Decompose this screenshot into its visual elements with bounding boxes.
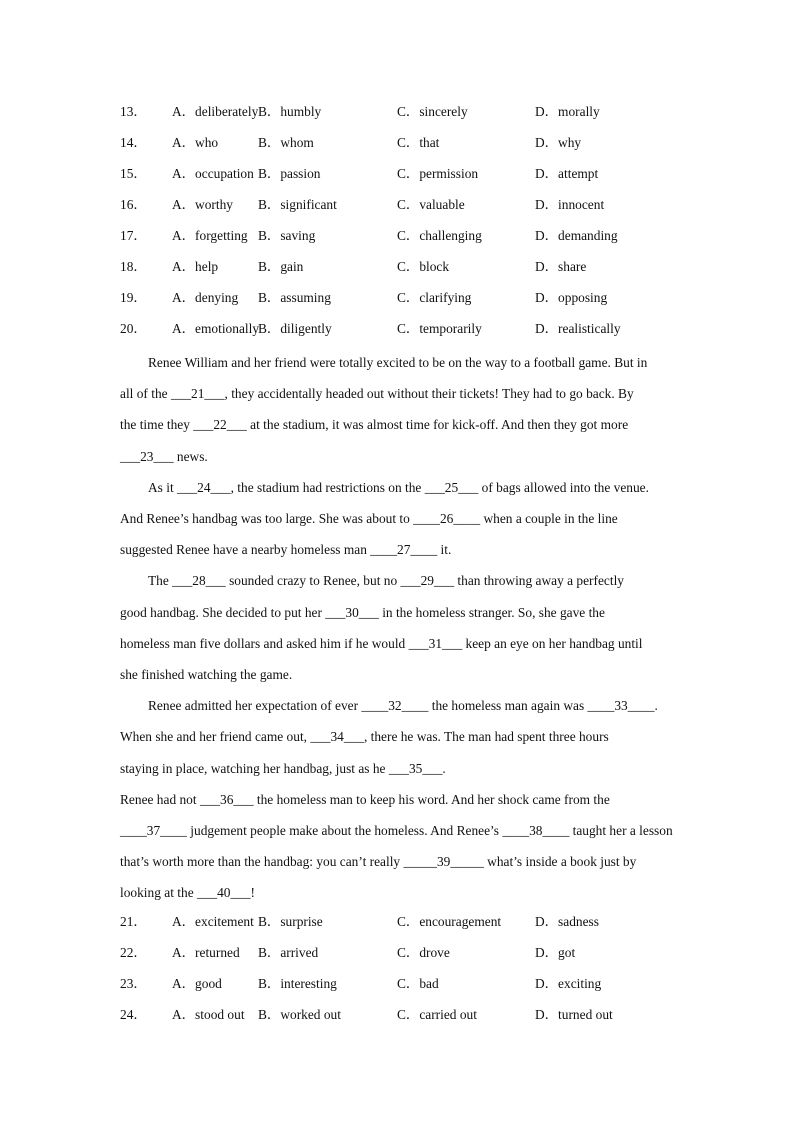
question-row [120, 101, 680, 132]
blank-35: ___35___ [388, 760, 443, 776]
paragraph-4-line-1: Renee admitted her expectation of ever ____32____ the homeless man again was ____33____. [148, 698, 658, 714]
blank-37: ____37____ [120, 823, 187, 839]
paragraph-1-line-3: the time they ___22___ at the stadium, it was almost time for kick-off. And then they got more [120, 417, 629, 433]
question-number: 13． [120, 104, 147, 119]
option-d: D．why [535, 135, 582, 150]
paragraph-3-line-1: The ___28___ sounded crazy to Renee, but no ___29___ than throwing away a perfectly [148, 573, 624, 589]
question-row [120, 942, 680, 973]
paragraph-5-line-4: looking at the ___40___! [120, 885, 256, 901]
question-row [120, 318, 680, 349]
option-d: D．morally [535, 104, 600, 119]
option-b: B．diligently [258, 321, 332, 336]
question-number: 21． [120, 913, 147, 929]
paragraph-2-line-1: As it ___24___, the stadium had restrictions on the ___25___ of bags allowed into the venue. [148, 479, 649, 495]
blank-26: ____26____ [413, 511, 481, 527]
question-row [120, 973, 680, 1004]
option-d: D．realistically [535, 321, 621, 336]
option-d: D．innocent [535, 197, 605, 212]
option-b: B．surprise [258, 913, 323, 929]
option-d: D．exciting [535, 975, 602, 991]
blank-27: ____27____ [370, 542, 438, 558]
question-number: 15． [120, 166, 147, 181]
blank-36: ___36___ [199, 791, 254, 807]
option-b: B．significant [258, 197, 337, 212]
option-c: C．drove [397, 944, 450, 960]
option-c: C．valuable [397, 197, 465, 212]
question-row [120, 194, 680, 225]
option-c: C．bad [397, 975, 439, 991]
option-b: B．assuming [258, 290, 331, 305]
question-number: 20． [120, 321, 147, 336]
option-c: C．encouragement [397, 913, 502, 929]
question-row [120, 225, 680, 256]
option-d: D．demanding [535, 228, 618, 243]
question-row [120, 163, 680, 194]
blank-22: ___22___ [193, 417, 247, 433]
paragraph-2-line-3: suggested Renee have a nearby homeless man ____27____ it. [120, 542, 452, 558]
option-c: C．block [397, 259, 450, 274]
blank-39: _____39_____ [403, 854, 484, 870]
blank-28: ___28___ [172, 573, 226, 589]
paragraph-1-line-4: ___23___ news. [120, 448, 208, 464]
question-number: 18． [120, 259, 147, 274]
option-d: D．share [535, 259, 587, 274]
blank-40: ___40___ [196, 885, 251, 901]
question-list-bottom [120, 911, 680, 1035]
blank-25: ___25___ [424, 479, 479, 495]
question-row [120, 256, 680, 287]
question-row [120, 132, 680, 163]
paragraph-3-line-4: she finished watching the game. [120, 667, 293, 683]
blank-24: ___24___ [177, 479, 231, 495]
blank-32: ____32____ [361, 698, 429, 714]
option-d: D．attempt [535, 166, 599, 181]
option-c: C．sincerely [397, 104, 468, 119]
question-number: 14． [120, 135, 147, 150]
option-c: C．permission [397, 166, 479, 181]
option-a: A．returned [172, 944, 240, 960]
paragraph-3-line-3: homeless man five dollars and asked him if he would ___31___ keep an eye on her handbag until [120, 635, 643, 651]
paragraph-3-line-2: good handbag. She decided to put her ___30___ in the homeless stranger. So, she gave the [120, 604, 605, 620]
question-number: 23． [120, 975, 147, 991]
blank-29: ___29___ [400, 573, 455, 589]
option-c: C．that [397, 135, 440, 150]
paragraph-4-line-3: staying in place, watching her handbag, just as he ___35___. [120, 760, 446, 776]
option-a: A．good [172, 975, 222, 991]
option-b: B．passion [258, 166, 321, 181]
blank-31: ___31___ [408, 635, 463, 651]
option-d: D．got [535, 944, 576, 960]
paragraph-1-line-1: Renee William and her friend were totally excited to be on the way to a football game. But in [148, 355, 648, 370]
option-b: B．worked out [258, 1006, 341, 1022]
blank-21: ___21___ [170, 386, 225, 402]
paragraph-4-line-2: When she and her friend came out, ___34___, there he was. The man had spent three hours [120, 729, 609, 745]
exam-content [120, 101, 680, 1035]
blank-23: ___23___ [120, 448, 174, 464]
question-row [120, 911, 680, 942]
blank-33: ____33____ [587, 698, 655, 714]
option-d: D．opposing [535, 290, 608, 305]
paragraph-1-line-2: all of the ___21___, they accidentally headed out without their tickets! They had to go back. By [120, 386, 634, 402]
option-c: C．carried out [397, 1006, 477, 1022]
option-a: A．deliberately [172, 104, 259, 119]
question-row [120, 1004, 680, 1035]
question-number: 22． [120, 944, 147, 960]
blank-30: ___30___ [325, 604, 379, 620]
option-c: C．temporarily [397, 321, 482, 336]
paragraph-5-line-3: that’s worth more than the handbag: you can’t really _____39_____ what’s inside a book just by [120, 854, 637, 870]
option-c: C．clarifying [397, 290, 472, 305]
question-number: 17． [120, 228, 147, 243]
option-b: B．gain [258, 259, 304, 274]
option-c: C．challenging [397, 228, 482, 243]
question-list-top [120, 101, 680, 349]
option-a: A．occupation [172, 166, 254, 181]
option-a: A．forgetting [172, 228, 248, 243]
option-b: B．whom [258, 135, 314, 150]
option-a: A．denying [172, 290, 239, 305]
option-a: A．worthy [172, 197, 233, 212]
cloze-passage [120, 347, 680, 909]
paragraph-5-line-1: Renee had not ___36___ the homeless man to keep his word. And her shock came from the [120, 791, 610, 807]
question-row [120, 287, 680, 318]
option-d: D．sadness [535, 913, 599, 929]
option-b: B．interesting [258, 975, 337, 991]
paragraph-5-line-2: ____37____ judgement people make about the homeless. And Renee’s ____38____ taught her a lesson [120, 823, 673, 839]
option-a: A．help [172, 259, 219, 274]
option-a: A．who [172, 135, 219, 150]
blank-38: ____38____ [502, 823, 570, 839]
option-b: B．humbly [258, 104, 322, 119]
question-number: 16． [120, 197, 147, 212]
option-a: A．excitement [172, 913, 254, 929]
option-b: B．arrived [258, 944, 319, 960]
option-b: B．saving [258, 228, 316, 243]
question-number: 19． [120, 290, 147, 305]
blank-34: ___34___ [310, 729, 364, 745]
question-number: 24． [120, 1006, 147, 1022]
option-d: D．turned out [535, 1006, 613, 1022]
option-a: A．emotionally [172, 321, 260, 336]
paragraph-2-line-2: And Renee’s handbag was too large. She was about to ____26____ when a couple in the line [120, 511, 618, 527]
option-a: A．stood out [172, 1006, 245, 1022]
